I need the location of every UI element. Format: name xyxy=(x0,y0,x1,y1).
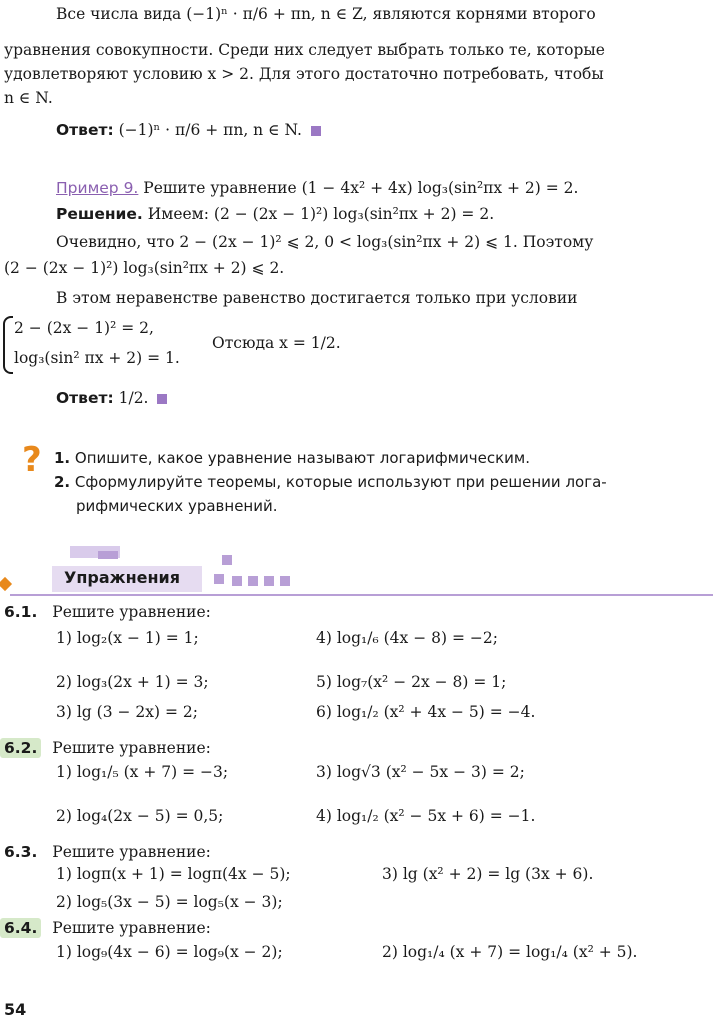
system-brace xyxy=(3,316,13,374)
decor-block xyxy=(214,574,224,584)
example-9-solution xyxy=(56,204,494,224)
decor-block xyxy=(232,576,242,586)
decor-block xyxy=(280,576,290,586)
solution-label: Решение. xyxy=(56,205,143,223)
exercise-6-4-header xyxy=(0,918,211,938)
exercise-item: 3) log√3 (x² − 5x − 3) = 2; xyxy=(316,763,525,781)
hence-text: Отсюда x = 1/2. xyxy=(212,334,341,352)
example-9-line-5: В этом неравенстве равенство достигается только при условии xyxy=(56,289,578,307)
exercise-task: Решите уравнение: xyxy=(52,603,211,621)
exercise-task: Решите уравнение: xyxy=(52,739,211,757)
exercises-rule xyxy=(10,594,713,596)
question-number: 2. xyxy=(54,473,71,491)
exercise-item: 1) log₉(4x − 6) = log₉(x − 2); xyxy=(56,943,283,961)
exercise-item: 1) log₂(x − 1) = 1; xyxy=(56,629,199,647)
answer-text-2: 1/2. xyxy=(118,389,149,407)
solution-text: Имеем: (2 − (2x − 1)²) log₃(sin²πx + 2) = 2. xyxy=(147,205,495,223)
exercises-title: Упражнения xyxy=(64,568,181,587)
question-2-cont: рифмических уравнений. xyxy=(76,497,278,515)
decor-block xyxy=(248,576,258,586)
exercise-item: 2) log₃(2x + 1) = 3; xyxy=(56,673,209,691)
system-eq-1: 2 − (2x − 1)² = 2, xyxy=(14,319,154,337)
exercise-number: 6.3. xyxy=(4,843,38,861)
decor-block xyxy=(222,555,232,565)
example-9-line-3: Очевидно, что 2 − (2x − 1)² ⩽ 2, 0 < log₃(sin²πx + 2) ⩽ 1. Поэтому xyxy=(56,233,594,251)
question-text: Сформулируйте теоремы, которые используют при решении лога- xyxy=(74,473,607,491)
question-mark-icon: ? xyxy=(22,440,42,480)
end-square-icon xyxy=(311,126,321,136)
example-task: Решите уравнение (1 − 4x² + 4x) log₃(sin²πx + 2) = 2. xyxy=(143,179,579,197)
answer-label-2: Ответ: xyxy=(56,389,114,407)
intro-line-1: Все числа вида (−1)ⁿ · π/6 + πn, n ∈ Z, являются корнями второго xyxy=(56,5,596,23)
exercise-task: Решите уравнение: xyxy=(52,843,211,861)
decor-block xyxy=(98,551,118,559)
exercise-6-3-header xyxy=(0,842,211,862)
question-2 xyxy=(54,472,607,492)
decor-block xyxy=(264,576,274,586)
exercise-task: Решите уравнение: xyxy=(52,919,211,937)
page-number: 54 xyxy=(4,1000,27,1019)
intro-line-3: удовлетворяют условию x > 2. Для этого достаточно потребовать, чтобы xyxy=(4,65,604,83)
exercise-item: 4) log₁/₆ (4x − 8) = −2; xyxy=(316,629,498,647)
question-text: Опишите, какое уравнение называют логарифмическим. xyxy=(74,449,530,467)
exercise-item: 3) lg (3 − 2x) = 2; xyxy=(56,703,198,721)
exercise-item: 2) log₄(2x − 5) = 0,5; xyxy=(56,807,224,825)
end-square-icon xyxy=(157,394,167,404)
exercise-number-badge: 6.4. xyxy=(0,918,41,938)
answer-1 xyxy=(56,120,321,140)
exercise-number-badge: 6.2. xyxy=(0,738,41,758)
example-label: Пример 9. xyxy=(56,179,139,197)
example-9-line-4: (2 − (2x − 1)²) log₃(sin²πx + 2) ⩽ 2. xyxy=(4,259,285,277)
answer-2 xyxy=(56,388,167,408)
question-number: 1. xyxy=(54,449,71,467)
intro-line-4: n ∈ N. xyxy=(4,89,53,107)
question-1 xyxy=(54,448,530,468)
diamond-icon xyxy=(0,577,12,591)
exercise-number: 6.1. xyxy=(4,603,38,621)
exercise-item: 5) log₇(x² − 2x − 8) = 1; xyxy=(316,673,507,691)
answer-text: (−1)ⁿ · π/6 + πn, n ∈ N. xyxy=(118,121,302,139)
answer-label: Ответ: xyxy=(56,121,114,139)
system-eq-2: log₃(sin² πx + 2) = 1. xyxy=(14,349,180,367)
exercise-item: 2) log₅(3x − 5) = log₅(x − 3); xyxy=(56,893,283,911)
exercise-6-1-header xyxy=(0,602,211,622)
example-9-task xyxy=(56,178,578,198)
exercise-6-2-header xyxy=(0,738,211,758)
intro-line-2: уравнения совокупности. Среди них следует выбрать только те, которые xyxy=(4,41,605,59)
exercise-item: 4) log₁/₂ (x² − 5x + 6) = −1. xyxy=(316,807,536,825)
exercise-item: 2) log₁/₄ (x + 7) = log₁/₄ (x² + 5). xyxy=(382,943,638,961)
exercise-item: 3) lg (x² + 2) = lg (3x + 6). xyxy=(382,865,594,883)
exercise-item: 1) log₁/₅ (x + 7) = −3; xyxy=(56,763,229,781)
exercise-item: 1) logπ(x + 1) = logπ(4x − 5); xyxy=(56,865,291,883)
exercise-item: 6) log₁/₂ (x² + 4x − 5) = −4. xyxy=(316,703,536,721)
